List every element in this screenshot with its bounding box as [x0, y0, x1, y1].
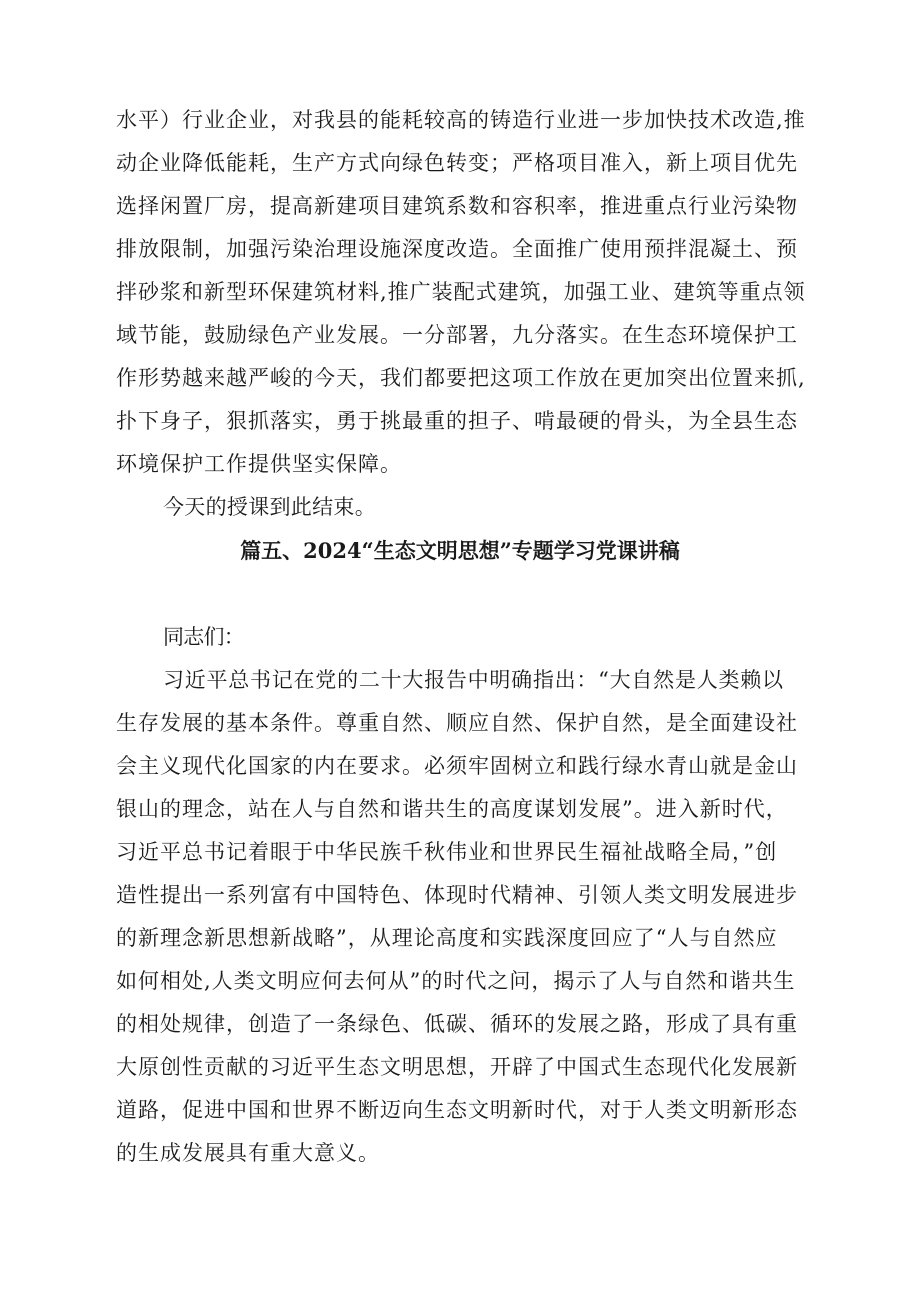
paragraph-line: 动企业降低能耗，生产方式向绿色转变；严格项目准入，新上项目优先 — [116, 151, 798, 175]
paragraph-line: 造性提出一系列富有中国特色、体现时代精神、引领人类文明发展进步 — [116, 883, 798, 907]
paragraph-line: 环境保护工作提供坚实保障。 — [116, 452, 402, 476]
paragraph-line: 习近平总书记在党的二十大报告中明确指出：“大自然是人类赖以 — [163, 668, 784, 692]
paragraph-line: 的新理念新思想新战略”，从理论高度和实践深度回应了“人与自然应 — [116, 926, 778, 950]
paragraph-line: 如何相处,人类文明应何去何从”的时代之问，揭示了人与自然和谐共生 — [116, 969, 796, 993]
paragraph-line: 的相处规律，创造了一条绿色、低碳、循环的发展之路，形成了具有重 — [116, 1012, 798, 1036]
closing-line: 今天的授课到此结束。 — [163, 495, 376, 519]
paragraph-line: 作形势越来越严峻的今天，我们都要把这项工作放在更加突出位置来抓, — [116, 366, 806, 390]
paragraph-line: 生存发展的基本条件。尊重自然、顺应自然、保护自然，是全面建设社 — [116, 711, 798, 735]
paragraph-line: 拌砂浆和新型环保建筑材料,推广装配式建筑，加强工业、建筑等重点领 — [116, 280, 806, 304]
paragraph-line: 会主义现代化国家的内在要求。必须牢固树立和践行绿水青山就是金山 — [116, 754, 798, 778]
paragraph-line: 排放限制，加强污染治理设施深度改造。全面推广使用预拌混凝土、预 — [116, 237, 798, 261]
paragraph-line: 大原创性贡献的习近平生态文明思想，开辟了中国式生态现代化发展新 — [116, 1055, 798, 1079]
salutation: 同志们： — [163, 625, 244, 649]
paragraph-line: 习近平总书记着眼于中华民族千秋伟业和世界民生福祉战略全局，”创 — [116, 840, 778, 864]
paragraph-line: 扑下身子，狠抓落实，勇于挑最重的担子、啃最硬的骨头，为全县生态 — [116, 409, 798, 433]
paragraph-line: 选择闲置厂房，提高新建项目建筑系数和容积率，推进重点行业污染物 — [116, 194, 798, 218]
paragraph-line: 的生成发展具有重大意义。 — [116, 1141, 380, 1165]
paragraph-line: 道路，促进中国和世界不断迈向生态文明新时代，对于人类文明新形态 — [116, 1098, 798, 1122]
section-title: 篇五、2024“生态文明思想”专题学习党课讲稿 — [240, 538, 680, 563]
paragraph-line: 水平）行业企业，对我县的能耗较高的铸造行业进一步加快技术改造,推 — [116, 108, 806, 132]
paragraph-line: 域节能，鼓励绿色产业发展。一分部署，九分落实。在生态环境保护工 — [116, 323, 798, 347]
paragraph-line: 银山的理念，站在人与自然和谐共生的高度谋划发展”。进入新时代， — [116, 797, 788, 821]
